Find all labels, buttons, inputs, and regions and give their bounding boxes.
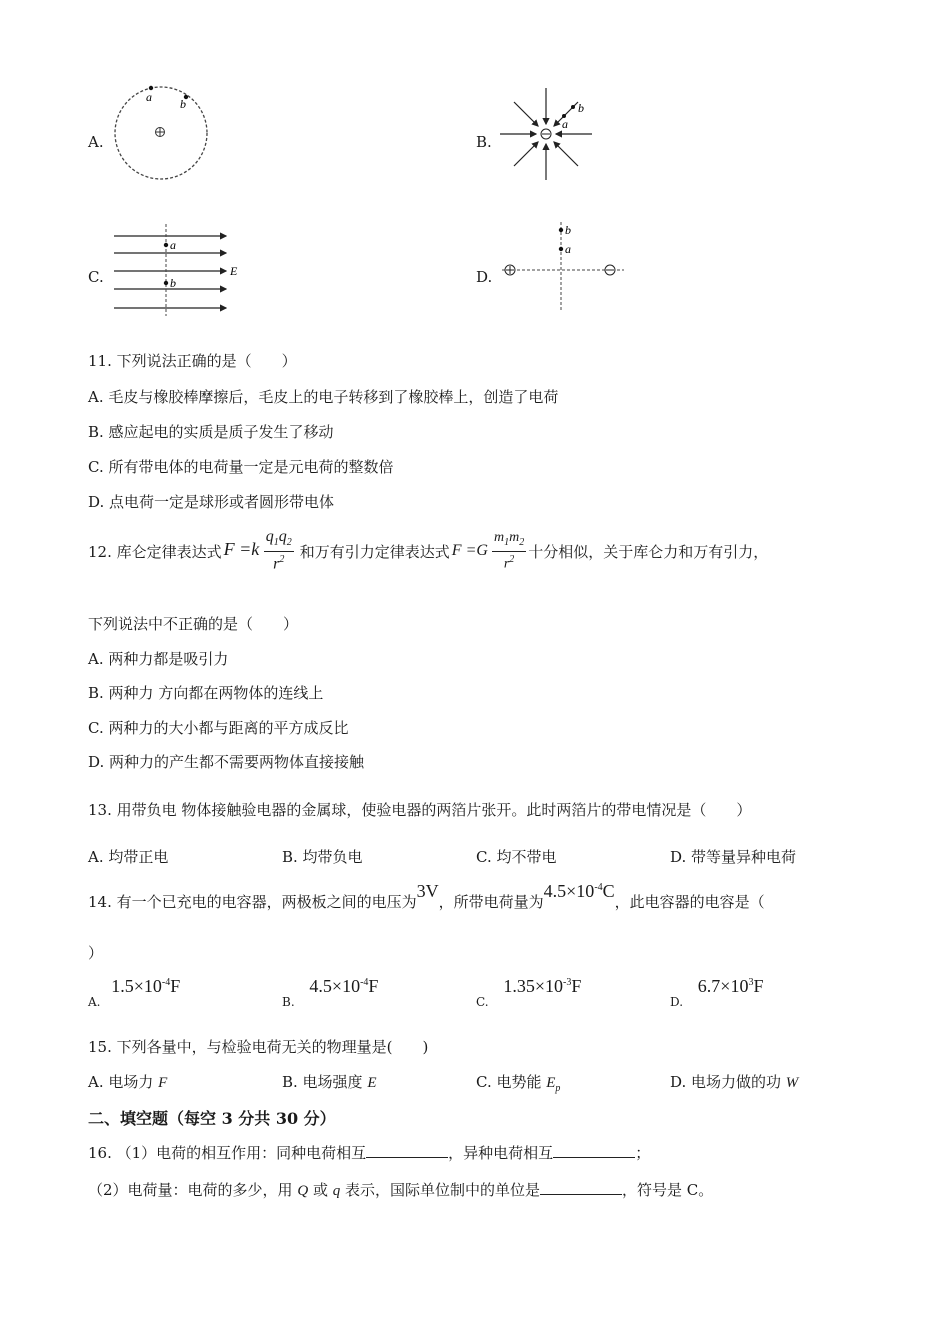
field-label: E — [230, 264, 238, 278]
q12-option-b: B. 两种力 方向都在两物体的连线上 — [88, 684, 324, 702]
q11-option-d: D. 点电荷一定是球形或者圆形带电体 — [88, 493, 335, 511]
q13-stem: 13. 用带负电 物体接触验电器的金属球，使验电器的两箔片张开。此时两箔片的带电情况是（ ） — [88, 801, 752, 819]
q12-line2: 下列说法中不正确的是（ ） — [88, 615, 299, 633]
q13-option-d: D. 带等量异种电荷 — [670, 848, 797, 866]
point-b — [164, 281, 168, 285]
q14-prefix: 14. 有一个已充电的电容器，两极板之间的电压为 — [88, 892, 417, 911]
q12-stem — [88, 528, 768, 574]
q11-option-c: C. 所有带电体的电荷量一定是元电荷的整数倍 — [88, 458, 394, 476]
q14-option-b: $_{B.}$ $4.5\times 10^{-4}F$ — [282, 976, 379, 1009]
option-d-label: D. — [476, 268, 493, 286]
point-b — [571, 105, 575, 109]
q11-option-a: A. 毛皮与橡胶棒摩擦后，毛皮上的电子转移到了橡胶棒上，创造了电荷 — [88, 388, 559, 406]
option-c-label: C. — [88, 268, 104, 286]
q14-suffix: ，此电容器的电容是（ — [614, 892, 765, 911]
point-b-label: b — [170, 276, 176, 290]
q12-option-d: D. 两种力的产生都不需要两物体直接接触 — [88, 753, 365, 771]
q15-stem: 15. 下列各量中，与检验电荷无关的物理量是( ) — [88, 1038, 429, 1056]
q16-line2: （2）电荷量：电荷的多少，用 Q 或 q 表示，国际单位制中的单位是 ，符号是 C。 — [88, 1181, 714, 1199]
blank-3[interactable] — [540, 1180, 622, 1195]
point-a — [559, 247, 563, 251]
q14-line2: ） — [88, 944, 104, 962]
point-b-label: b — [180, 97, 186, 111]
point-b-label: b — [565, 223, 571, 237]
diagram-b-negative-field — [498, 86, 598, 184]
diagram-c-uniform-field — [112, 222, 247, 318]
q11-stem: 11. 下列说法正确的是（ ） — [88, 352, 297, 370]
q14-option-a: $_{A.}$ $1.5\times 10^{-4}F$ — [88, 976, 181, 1009]
q12-option-a: A. 两种力都是吸引力 — [88, 650, 229, 668]
formula-gravitation: F =G $\frac{m_1m_2}{r^2}$ — [451, 529, 525, 572]
q14-option-c: $_{C.}$ $1.35\times 10^{-3}F$ — [476, 976, 582, 1009]
diagram-d-two-charges — [500, 220, 630, 312]
q13-option-c: C. 均不带电 — [476, 848, 557, 866]
blank-1[interactable] — [366, 1143, 448, 1158]
diagram-a-circle-field — [108, 80, 218, 190]
point-b — [559, 228, 563, 232]
q13-option-a: A. 均带正电 — [88, 848, 169, 866]
q12-prefix: 12. 库仑定律表达式 — [88, 542, 222, 561]
point-a-label: a — [562, 117, 568, 131]
point-b-label: b — [578, 101, 584, 115]
q15-option-d: D. 电场力做的功 W — [670, 1073, 799, 1091]
q13-option-b: B. 均带负电 — [282, 848, 363, 866]
point-a-label: a — [146, 90, 152, 104]
q15-option-c: C. 电势能 $E_p$ — [476, 1073, 561, 1094]
option-a-label: A. — [88, 133, 104, 151]
point-a — [164, 243, 168, 247]
section-title: 二、填空题（每空 3 分共 30 分） — [88, 1109, 336, 1128]
point-a-label: a — [565, 242, 571, 256]
option-b-label: B. — [476, 133, 492, 151]
q14-option-d: $_{D.}$ $6.7\times 10^3F$ — [670, 976, 764, 1009]
q14-middle: ，所带电荷量为 — [438, 892, 544, 911]
q12-middle: 和万有引力定律表达式 — [299, 542, 450, 561]
q14-stem — [88, 878, 765, 924]
point-a-label: a — [170, 238, 176, 252]
q15-option-b: B. 电场强度 E — [282, 1073, 377, 1091]
q14-voltage: 3V — [416, 880, 439, 901]
formula-coulomb: F =k $\frac{q_1q_2}{r^2}$ — [223, 528, 292, 573]
q16-line1: 16. （1）电荷的相互作用：同种电荷相互 ，异种电荷相互 ； — [88, 1144, 651, 1162]
q15-option-a: A. 电场力 F — [88, 1073, 168, 1091]
q12-suffix: 十分相似，关于库仑力和万有引力， — [528, 542, 769, 561]
dashed-circle — [115, 87, 207, 179]
q11-option-b: B. 感应起电的实质是质子发生了移动 — [88, 423, 334, 441]
blank-2[interactable] — [553, 1143, 635, 1158]
q14-charge: $4.5\times 10^{-4}C$ — [543, 880, 615, 901]
q12-option-c: C. 两种力的大小都与距离的平方成反比 — [88, 719, 349, 737]
